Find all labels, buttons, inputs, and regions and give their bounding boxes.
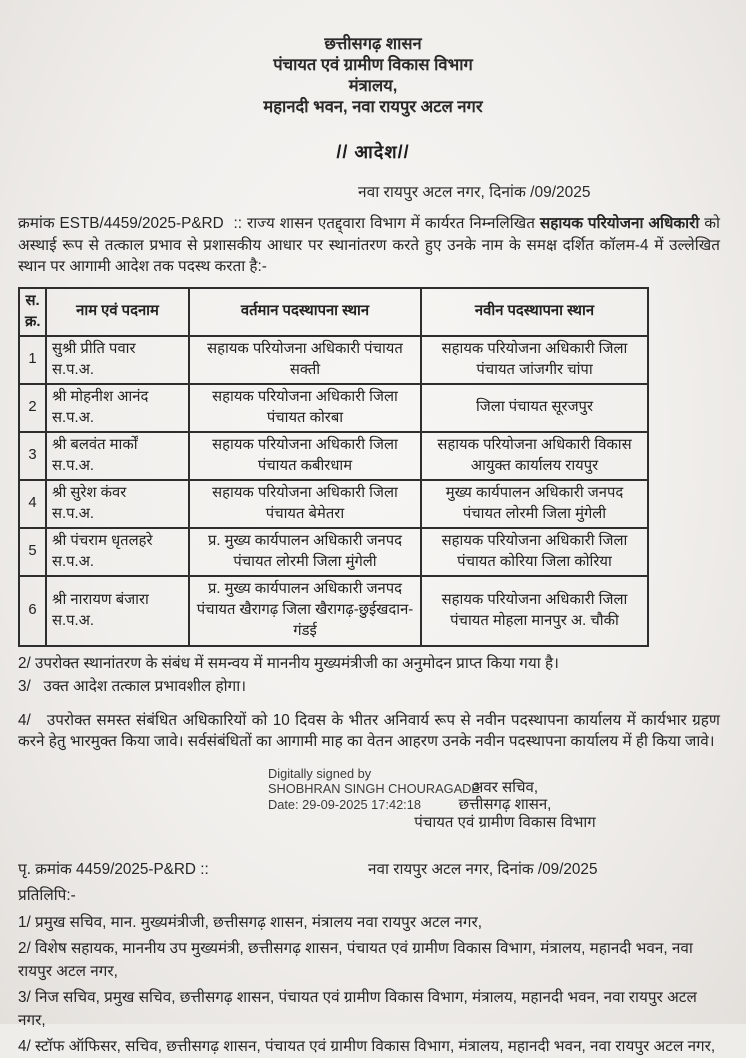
officer-designation: स.प.अ.: [52, 505, 95, 522]
order-points: [18, 653, 720, 753]
row-current-posting: प्र. मुख्य कार्यपालन अधिकारी जनपद पंचायत खैरागढ़ जिला खैरागढ़-छुईखदान-गंडई: [189, 576, 421, 646]
letterhead: [0, 0, 746, 118]
department-name: पंचायत एवं ग्रामीण विकास विभाग: [273, 56, 473, 74]
row-new-posting: जिला पंचायत सूरजपुर: [421, 384, 648, 432]
row-name: [46, 576, 189, 646]
endorsement-reference-line: [18, 859, 746, 881]
row-serial: 3: [19, 432, 46, 480]
table-header-row: [19, 288, 648, 336]
header-new-posting: नवीन पदस्थापना स्थान: [421, 288, 648, 336]
table-row: [19, 384, 648, 432]
transfer-table: [18, 287, 649, 647]
signatory-government: छत्तीसगढ़ शासन,: [458, 796, 552, 813]
row-name: [46, 432, 189, 480]
officer-name: सुश्री प्रीति पवार: [52, 340, 136, 357]
intro-text-bold: सहायक परियोजना अधिकारी: [539, 215, 700, 232]
table-row: [19, 480, 648, 528]
table-row: [19, 432, 648, 480]
officer-designation: स.प.अ.: [52, 361, 95, 378]
order-intro-paragraph: [18, 213, 720, 278]
signatory-designation: अवर सचिव,: [471, 778, 539, 796]
row-new-posting: सहायक परियोजना अधिकारी जिला पंचायत कोरिया जिला कोरिया: [421, 528, 648, 576]
row-current-posting: प्र. मुख्य कार्यपालन अधिकारी जनपद पंचायत लोरमी जिला मुंगेली: [189, 528, 421, 576]
row-serial: 5: [19, 528, 46, 576]
digital-signature-line1: Digitally signed by: [268, 765, 372, 781]
copy-to-item: 2/ विशेष सहायक, माननीय उप मुख्यमंत्री, छत्तीसगढ़ शासन, पंचायत एवं ग्रामीण विकास विभाग, मंत्रालय, महानदी भवन, नवा रायपुर अटल नगर,: [18, 939, 693, 980]
officer-designation: स.प.अ.: [52, 553, 95, 570]
header-serial-line2: क्र.: [25, 313, 41, 330]
signatory-designation-block: [398, 779, 612, 832]
row-serial: 1: [19, 336, 46, 384]
row-new-posting: सहायक परियोजना अधिकारी जिला पंचायत मोहला मानपुर अ. चौकी: [421, 576, 648, 646]
government-name: छत्तीसगढ़ शासन: [324, 35, 422, 53]
row-serial: 2: [19, 384, 46, 432]
row-serial: 6: [19, 576, 46, 646]
table-row: [19, 576, 648, 646]
row-current-posting: सहायक परियोजना अधिकारी जिला पंचायत कोरबा: [189, 384, 421, 432]
row-serial: 4: [19, 480, 46, 528]
row-name: [46, 336, 189, 384]
officer-name: श्री मोहनीश आनंद: [52, 388, 149, 405]
table-row: [19, 528, 648, 576]
row-new-posting: मुख्य कार्यपालन अधिकारी जनपद पंचायत लोरमी जिला मुंगेली: [421, 480, 648, 528]
officer-name: श्री पंचराम धृतलहरे: [52, 532, 153, 549]
officer-name: श्री नारायण बंजारा: [52, 591, 149, 608]
intro-text-end: को अस्थाई रूप से तत्काल प्रभाव से प्रशासकीय आधार पर स्थानांतरण करते हुए उनके नाम के समक्ष दर्शित कॉलम-4 में उल्लेखित स्थान पर आगामी आदेश तक पदस्थ करता है:-: [18, 215, 721, 275]
officer-name: श्री सुरेश कंवर: [52, 484, 127, 501]
row-current-posting: सहायक परियोजना अधिकारी जिला पंचायत बेमेतरा: [189, 480, 421, 528]
row-new-posting: सहायक परियोजना अधिकारी जिला पंचायत जांजगीर चांपा: [421, 336, 648, 384]
row-name: [46, 384, 189, 432]
point-4: 4/ उपरोक्त समस्त संबंधित अधिकारियों को 10 दिवस के भीतर अनिवार्य रूप से नवीन पदस्थापना कार्यालय में कार्यभार ग्रहण करने हेतु भारमुक्त किया जावे। सर्वसंबंधितों का आगामी माह का वेतन आहरण उनके नवीन पदस्थापना कार्यालय में ही किया जावे।: [18, 711, 720, 750]
copy-to-label: प्रतिलिपि:-: [18, 886, 76, 904]
endorsement-date: नवा रायपुर अटल नगर, दिनांक /09/2025: [368, 860, 598, 878]
issue-date-line: नवा रायपुर अटल नगर, दिनांक /09/2025: [358, 184, 591, 201]
row-new-posting: सहायक परियोजना अधिकारी विकास आयुक्त कार्यालय रायपुर: [421, 432, 648, 480]
address-line: महानदी भवन, नवा रायपुर अटल नगर: [263, 98, 483, 116]
copy-to-item: 1/ प्रमुख सचिव, मान. मुख्यमंत्रीजी, छत्तीसगढ़ शासन, मंत्रालय नवा रायपुर अटल नगर,: [18, 913, 483, 931]
signatory-department: पंचायत एवं ग्रामीण विकास विभाग: [414, 813, 596, 831]
intro-text-start: क्रमांक ESTB/4459/2025-P&RD :: राज्य शासन एतद्द्वारा विभाग में कार्यरत निम्नलिखित: [18, 215, 540, 232]
officer-designation: स.प.अ.: [52, 457, 95, 474]
header-serial-line1: स.: [25, 292, 40, 309]
row-current-posting: सहायक परियोजना अधिकारी पंचायत सक्ती: [189, 336, 421, 384]
copy-to-list: [18, 911, 716, 1058]
header-current-posting: वर्तमान पदस्थापना स्थान: [189, 288, 421, 336]
header-serial: [19, 288, 46, 336]
point-2: 2/ उपरोक्त स्थानांतरण के संबंध में समन्वय में माननीय मुख्यमंत्रीजी का अनुमोदन प्राप्त किया गया है।: [18, 654, 559, 672]
point-3: 3/ उक्त आदेश तत्काल प्रभावशील होगा।: [18, 678, 247, 695]
order-title: // आदेश//: [336, 142, 410, 162]
ministry-line: मंत्रालय,: [348, 77, 398, 95]
row-name: [46, 528, 189, 576]
copy-to-item: 4/ स्टॉफ ऑफिसर, सचिव, छत्तीसगढ़ शासन, पंचायत एवं ग्रामीण विकास विभाग, मंत्रालय, महानदी भवन, नवा रायपुर अटल नगर,: [18, 1037, 716, 1055]
digital-signature-name: SHOBHRAN SINGH CHOURAGADE: [268, 781, 480, 796]
officer-name: श्री बलवंत मार्कों: [52, 436, 138, 453]
officer-designation: स.प.अ.: [52, 409, 95, 426]
copy-to-item: 3/ निज सचिव, प्रमुख सचिव, छत्तीसगढ़ शासन, पंचायत एवं ग्रामीण विकास विभाग, मंत्रालय, महानदी भवन, नवा रायपुर अटल नगर,: [18, 988, 697, 1029]
header-name: नाम एवं पदनाम: [46, 288, 189, 336]
endorsement-number: पृ. क्रमांक 4459/2025-P&RD ::: [18, 860, 209, 878]
table-row: [19, 336, 648, 384]
digital-signature-date: Date: 29-09-2025 17:42:18: [268, 796, 421, 812]
row-current-posting: सहायक परियोजना अधिकारी जिला पंचायत कबीरधाम: [189, 432, 421, 480]
row-name: [46, 480, 189, 528]
officer-designation: स.प.अ.: [52, 612, 95, 629]
signature-block: [0, 763, 746, 845]
